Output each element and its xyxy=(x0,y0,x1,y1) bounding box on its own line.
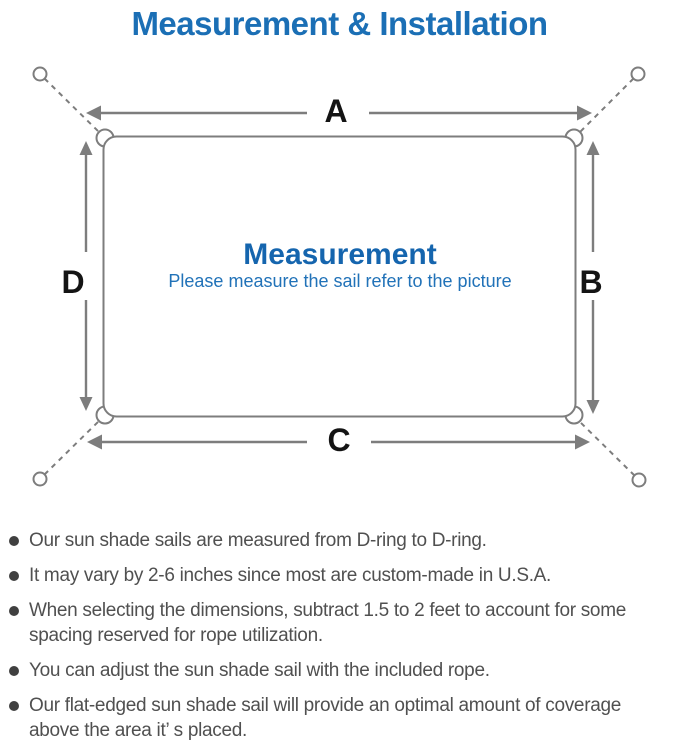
arrowhead-down-icon xyxy=(587,400,600,414)
note-text: When selecting the dimensions, subtract 1.5 to 2 feet to account for some spacing reserved for rope utilization. xyxy=(29,600,626,646)
rope-line-top-left xyxy=(45,79,102,135)
list-item xyxy=(0,658,671,683)
note-text: It may vary by 2-6 inches since most are custom-made in U.S.A. xyxy=(29,565,552,586)
dimension-b xyxy=(579,141,602,414)
bullet-icon xyxy=(9,536,19,546)
list-item xyxy=(0,563,671,588)
arrowhead-right-icon xyxy=(577,106,592,121)
note-text: Our sun shade sails are measured from D-ring to D-ring. xyxy=(29,530,487,551)
list-item xyxy=(0,528,671,553)
bullet-icon xyxy=(9,606,19,616)
arrowhead-left-icon xyxy=(86,106,101,121)
dimension-c xyxy=(87,422,590,458)
note-text: You can adjust the sun shade sail with the included rope. xyxy=(29,660,490,681)
rope-line-bottom-left xyxy=(45,419,102,475)
dimension-label-d: D xyxy=(61,264,85,300)
diagram-center-subtitle: Please measure the sail refer to the picture xyxy=(168,271,512,291)
dimension-label-a: A xyxy=(324,93,348,129)
dimension-label-b: B xyxy=(579,264,603,300)
rope-line-top-right xyxy=(578,79,634,135)
measurement-diagram xyxy=(0,44,679,499)
dimension-d xyxy=(61,141,92,411)
bullet-icon xyxy=(9,666,19,676)
arrowhead-left-icon xyxy=(87,435,102,450)
list-item xyxy=(0,693,671,743)
arrowhead-up-icon xyxy=(80,141,93,155)
arrowhead-right-icon xyxy=(575,435,590,450)
list-item xyxy=(0,598,671,648)
dimension-a xyxy=(86,93,592,129)
arrowhead-down-icon xyxy=(80,397,93,411)
diagram-center-heading: Measurement xyxy=(243,238,437,271)
bullet-icon xyxy=(9,701,19,711)
dimension-label-c: C xyxy=(327,422,351,458)
page-title: Measurement & Installation xyxy=(131,5,548,42)
notes-list xyxy=(0,528,679,743)
bullet-icon xyxy=(9,571,19,581)
rope-line-bottom-right xyxy=(578,420,635,476)
note-text: Our flat-edged sun shade sail will provide an optimal amount of coverage above the area it’ s placed. xyxy=(29,695,622,741)
arrowhead-up-icon xyxy=(587,141,600,155)
